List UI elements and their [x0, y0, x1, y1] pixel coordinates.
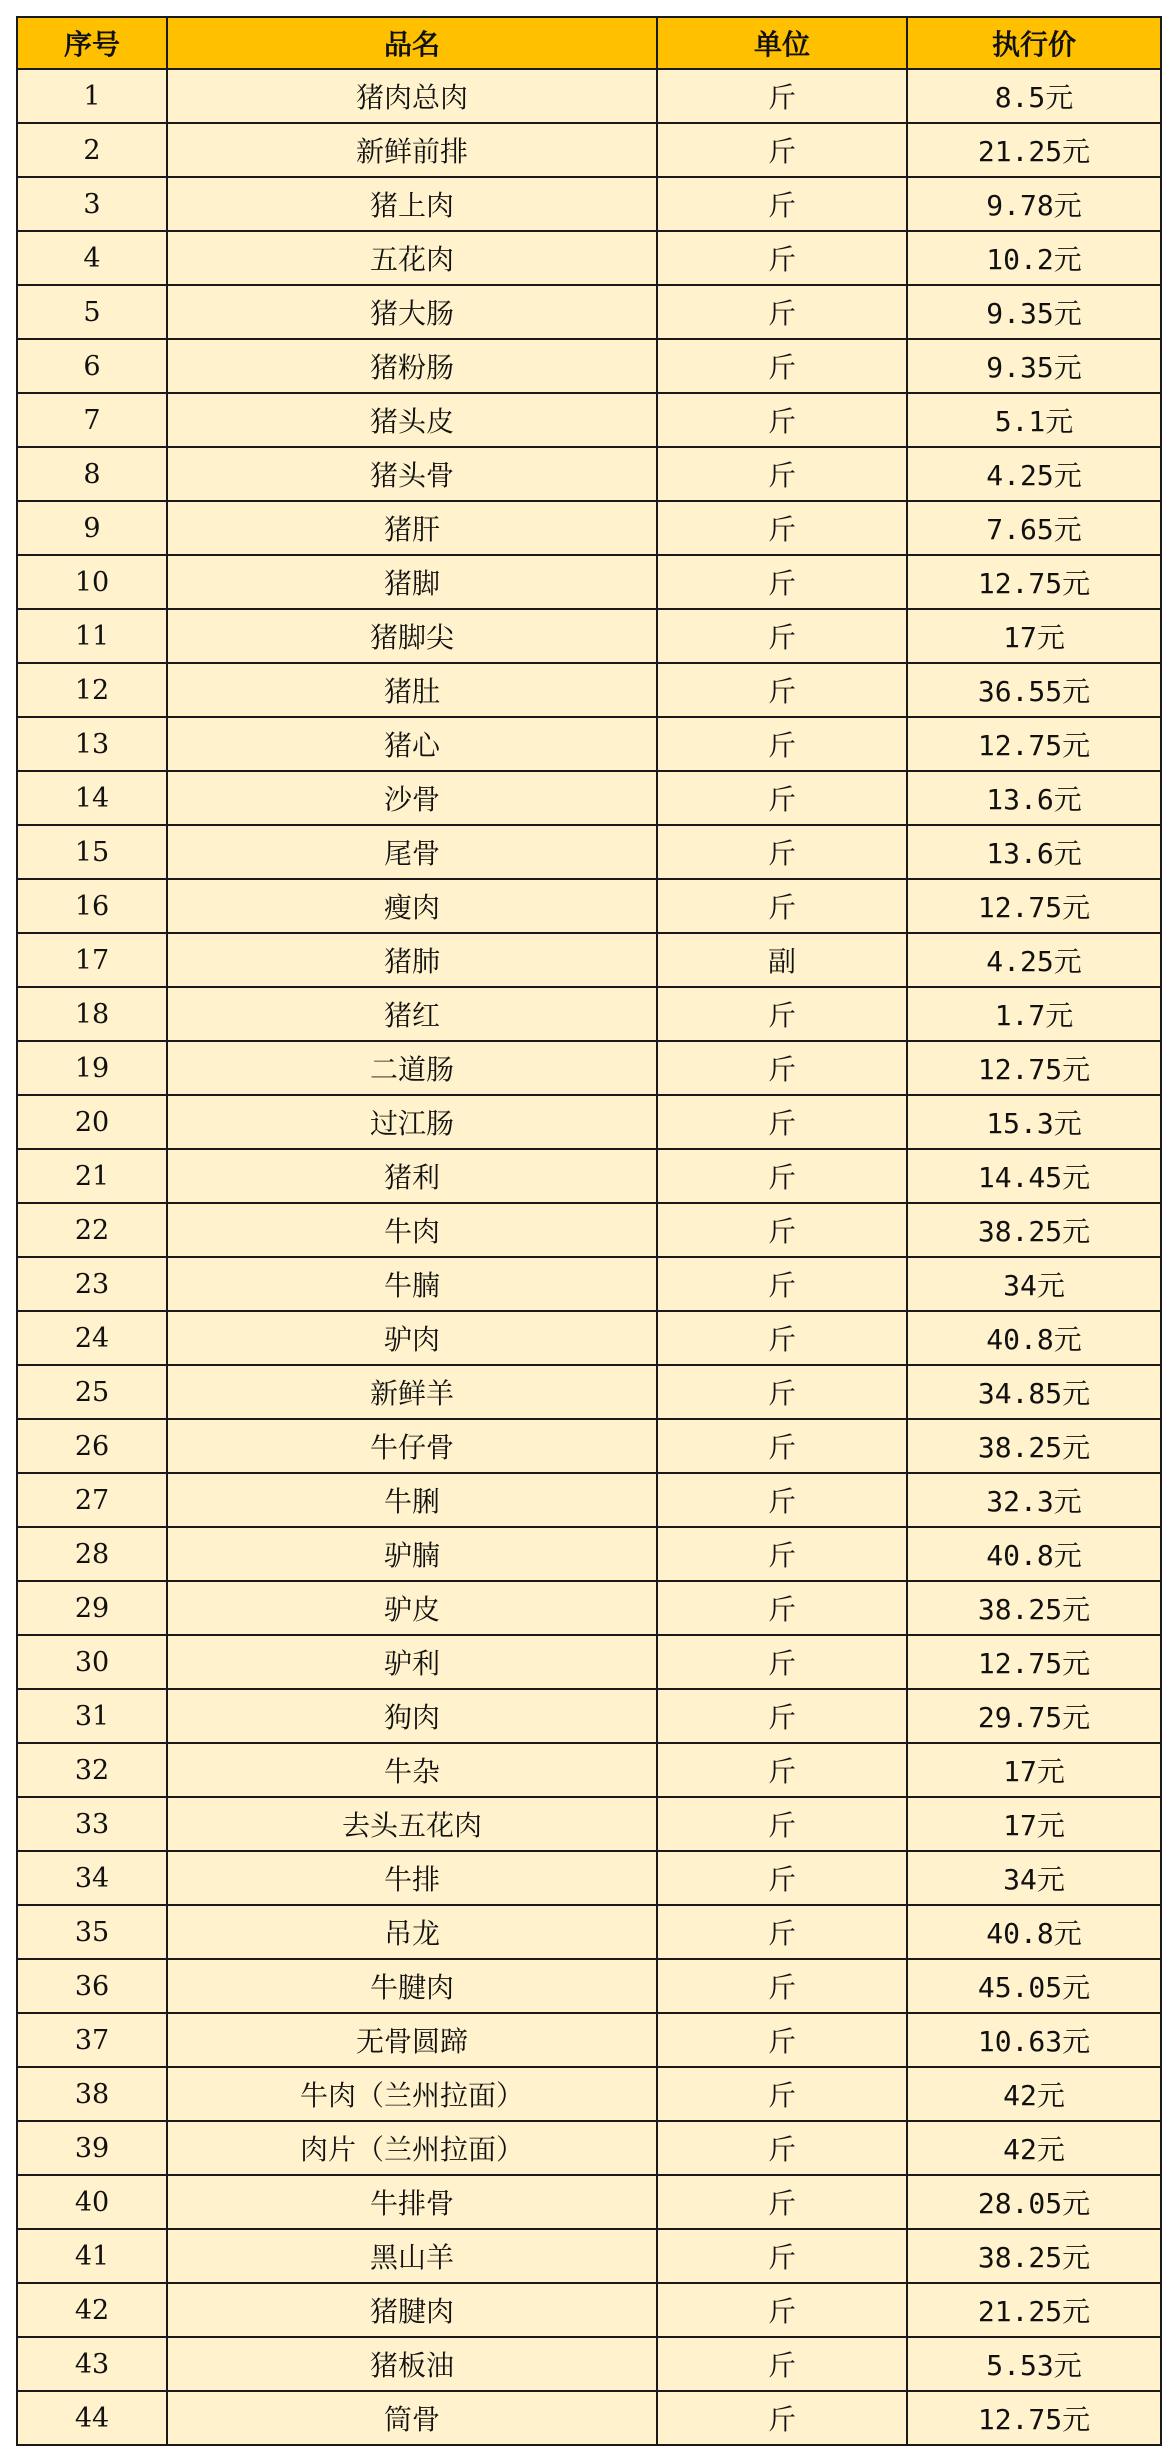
row-index: 10 [17, 555, 167, 609]
row-index: 25 [17, 1365, 167, 1419]
row-item-name: 二道肠 [167, 1041, 657, 1095]
row-item-name: 驴利 [167, 1635, 657, 1689]
row-index: 15 [17, 825, 167, 879]
table-row [17, 1743, 1161, 1797]
row-index: 39 [17, 2121, 167, 2175]
row-price: 9.35元 [907, 285, 1161, 339]
row-index: 2 [17, 123, 167, 177]
row-price: 34元 [907, 1851, 1161, 1905]
row-item-name: 五花肉 [167, 231, 657, 285]
row-price: 45.05元 [907, 1959, 1161, 2013]
row-unit: 斤 [657, 1851, 907, 1905]
row-price: 7.65元 [907, 501, 1161, 555]
table-row [17, 177, 1161, 231]
price-table-container [16, 16, 1160, 2446]
row-unit: 斤 [657, 285, 907, 339]
row-index: 21 [17, 1149, 167, 1203]
row-index: 29 [17, 1581, 167, 1635]
row-item-name: 猪肉总肉 [167, 69, 657, 123]
row-index: 26 [17, 1419, 167, 1473]
row-item-name: 猪肝 [167, 501, 657, 555]
row-item-name: 猪大肠 [167, 285, 657, 339]
row-item-name: 牛肉（兰州拉面） [167, 2067, 657, 2121]
table-row [17, 2391, 1161, 2445]
row-item-name: 牛肉 [167, 1203, 657, 1257]
row-item-name: 猪脚尖 [167, 609, 657, 663]
row-price: 21.25元 [907, 123, 1161, 177]
table-row [17, 2175, 1161, 2229]
row-index: 12 [17, 663, 167, 717]
row-item-name: 瘦肉 [167, 879, 657, 933]
row-item-name: 猪头皮 [167, 393, 657, 447]
row-price: 5.1元 [907, 393, 1161, 447]
row-index: 24 [17, 1311, 167, 1365]
table-row [17, 1311, 1161, 1365]
table-row [17, 2337, 1161, 2391]
row-price: 5.53元 [907, 2337, 1161, 2391]
row-unit: 斤 [657, 123, 907, 177]
row-price: 29.75元 [907, 1689, 1161, 1743]
row-unit: 斤 [657, 717, 907, 771]
header-index: 序号 [17, 17, 167, 69]
table-row [17, 933, 1161, 987]
table-row [17, 825, 1161, 879]
row-price: 12.75元 [907, 717, 1161, 771]
table-row [17, 2229, 1161, 2283]
row-unit: 斤 [657, 393, 907, 447]
row-price: 38.25元 [907, 1581, 1161, 1635]
row-price: 34元 [907, 1257, 1161, 1311]
table-row [17, 285, 1161, 339]
table-row [17, 717, 1161, 771]
row-price: 10.2元 [907, 231, 1161, 285]
row-unit: 斤 [657, 2013, 907, 2067]
row-price: 4.25元 [907, 933, 1161, 987]
row-index: 8 [17, 447, 167, 501]
row-price: 13.6元 [907, 771, 1161, 825]
table-row [17, 2013, 1161, 2067]
row-item-name: 新鲜羊 [167, 1365, 657, 1419]
table-header-row [17, 17, 1161, 69]
row-unit: 副 [657, 933, 907, 987]
row-unit: 斤 [657, 771, 907, 825]
table-row [17, 123, 1161, 177]
row-item-name: 牛排骨 [167, 2175, 657, 2229]
row-price: 14.45元 [907, 1149, 1161, 1203]
row-item-name: 牛仔骨 [167, 1419, 657, 1473]
row-item-name: 沙骨 [167, 771, 657, 825]
row-price: 36.55元 [907, 663, 1161, 717]
table-row [17, 1365, 1161, 1419]
row-item-name: 猪红 [167, 987, 657, 1041]
row-item-name: 筒骨 [167, 2391, 657, 2445]
row-unit: 斤 [657, 1419, 907, 1473]
row-price: 42元 [907, 2121, 1161, 2175]
row-unit: 斤 [657, 1635, 907, 1689]
row-item-name: 猪肚 [167, 663, 657, 717]
row-index: 20 [17, 1095, 167, 1149]
table-row [17, 1473, 1161, 1527]
row-index: 37 [17, 2013, 167, 2067]
row-price: 4.25元 [907, 447, 1161, 501]
row-unit: 斤 [657, 69, 907, 123]
row-index: 17 [17, 933, 167, 987]
table-row [17, 771, 1161, 825]
row-price: 40.8元 [907, 1905, 1161, 1959]
row-index: 32 [17, 1743, 167, 1797]
row-index: 3 [17, 177, 167, 231]
row-price: 9.78元 [907, 177, 1161, 231]
table-row [17, 1797, 1161, 1851]
row-index: 34 [17, 1851, 167, 1905]
table-row [17, 879, 1161, 933]
row-index: 28 [17, 1527, 167, 1581]
row-price: 40.8元 [907, 1527, 1161, 1581]
row-unit: 斤 [657, 1581, 907, 1635]
row-item-name: 驴皮 [167, 1581, 657, 1635]
row-item-name: 猪上肉 [167, 177, 657, 231]
row-price: 8.5元 [907, 69, 1161, 123]
table-row [17, 2067, 1161, 2121]
row-unit: 斤 [657, 447, 907, 501]
row-unit: 斤 [657, 2067, 907, 2121]
row-price: 1.7元 [907, 987, 1161, 1041]
row-unit: 斤 [657, 987, 907, 1041]
row-index: 22 [17, 1203, 167, 1257]
row-item-name: 吊龙 [167, 1905, 657, 1959]
row-index: 6 [17, 339, 167, 393]
row-price: 40.8元 [907, 1311, 1161, 1365]
table-row [17, 609, 1161, 663]
table-row [17, 339, 1161, 393]
row-unit: 斤 [657, 1959, 907, 2013]
row-unit: 斤 [657, 1095, 907, 1149]
row-unit: 斤 [657, 339, 907, 393]
row-item-name: 狗肉 [167, 1689, 657, 1743]
row-price: 21.25元 [907, 2283, 1161, 2337]
row-unit: 斤 [657, 1797, 907, 1851]
row-price: 13.6元 [907, 825, 1161, 879]
row-unit: 斤 [657, 2121, 907, 2175]
row-price: 17元 [907, 1743, 1161, 1797]
row-unit: 斤 [657, 1041, 907, 1095]
row-index: 19 [17, 1041, 167, 1095]
table-row [17, 393, 1161, 447]
row-index: 43 [17, 2337, 167, 2391]
row-index: 40 [17, 2175, 167, 2229]
row-price: 10.63元 [907, 2013, 1161, 2067]
row-unit: 斤 [657, 1905, 907, 1959]
row-index: 11 [17, 609, 167, 663]
row-unit: 斤 [657, 2391, 907, 2445]
row-price: 34.85元 [907, 1365, 1161, 1419]
row-unit: 斤 [657, 501, 907, 555]
table-row [17, 663, 1161, 717]
row-index: 44 [17, 2391, 167, 2445]
row-unit: 斤 [657, 825, 907, 879]
row-item-name: 过江肠 [167, 1095, 657, 1149]
row-unit: 斤 [657, 1365, 907, 1419]
row-unit: 斤 [657, 1743, 907, 1797]
table-row [17, 1041, 1161, 1095]
table-row [17, 987, 1161, 1041]
row-price: 12.75元 [907, 1041, 1161, 1095]
row-item-name: 牛排 [167, 1851, 657, 1905]
table-row [17, 555, 1161, 609]
row-item-name: 猪利 [167, 1149, 657, 1203]
table-body [17, 69, 1161, 2445]
row-index: 9 [17, 501, 167, 555]
row-index: 1 [17, 69, 167, 123]
row-unit: 斤 [657, 2283, 907, 2337]
row-index: 36 [17, 1959, 167, 2013]
row-unit: 斤 [657, 879, 907, 933]
row-unit: 斤 [657, 663, 907, 717]
row-unit: 斤 [657, 555, 907, 609]
table-row [17, 447, 1161, 501]
row-index: 4 [17, 231, 167, 285]
row-index: 13 [17, 717, 167, 771]
row-item-name: 猪腱肉 [167, 2283, 657, 2337]
row-item-name: 牛腩 [167, 1257, 657, 1311]
row-price: 17元 [907, 1797, 1161, 1851]
row-index: 14 [17, 771, 167, 825]
table-row [17, 2121, 1161, 2175]
table-row [17, 1095, 1161, 1149]
row-price: 12.75元 [907, 1635, 1161, 1689]
row-index: 7 [17, 393, 167, 447]
row-item-name: 驴肉 [167, 1311, 657, 1365]
row-item-name: 牛腱肉 [167, 1959, 657, 2013]
row-unit: 斤 [657, 1203, 907, 1257]
table-row [17, 1635, 1161, 1689]
table-row [17, 1257, 1161, 1311]
table-row [17, 1581, 1161, 1635]
row-item-name: 牛杂 [167, 1743, 657, 1797]
row-price: 12.75元 [907, 879, 1161, 933]
row-index: 27 [17, 1473, 167, 1527]
row-index: 31 [17, 1689, 167, 1743]
row-index: 42 [17, 2283, 167, 2337]
row-price: 38.25元 [907, 2229, 1161, 2283]
row-price: 17元 [907, 609, 1161, 663]
row-index: 16 [17, 879, 167, 933]
row-unit: 斤 [657, 231, 907, 285]
row-unit: 斤 [657, 2229, 907, 2283]
row-index: 35 [17, 1905, 167, 1959]
row-price: 12.75元 [907, 2391, 1161, 2445]
row-unit: 斤 [657, 1257, 907, 1311]
row-index: 38 [17, 2067, 167, 2121]
row-unit: 斤 [657, 2337, 907, 2391]
table-row [17, 1905, 1161, 1959]
row-price: 9.35元 [907, 339, 1161, 393]
row-index: 41 [17, 2229, 167, 2283]
row-unit: 斤 [657, 1311, 907, 1365]
header-price: 执行价 [907, 17, 1161, 69]
table-row [17, 2283, 1161, 2337]
row-index: 33 [17, 1797, 167, 1851]
row-unit: 斤 [657, 1473, 907, 1527]
row-index: 5 [17, 285, 167, 339]
row-price: 15.3元 [907, 1095, 1161, 1149]
table-row [17, 1149, 1161, 1203]
row-price: 38.25元 [907, 1419, 1161, 1473]
row-index: 18 [17, 987, 167, 1041]
table-row [17, 1689, 1161, 1743]
row-unit: 斤 [657, 2175, 907, 2229]
row-item-name: 猪肺 [167, 933, 657, 987]
row-unit: 斤 [657, 609, 907, 663]
row-item-name: 驴腩 [167, 1527, 657, 1581]
row-index: 30 [17, 1635, 167, 1689]
row-item-name: 新鲜前排 [167, 123, 657, 177]
row-item-name: 猪粉肠 [167, 339, 657, 393]
table-row [17, 1959, 1161, 2013]
row-item-name: 去头五花肉 [167, 1797, 657, 1851]
price-table [16, 16, 1162, 2446]
header-item-name: 品名 [167, 17, 657, 69]
row-price: 38.25元 [907, 1203, 1161, 1257]
row-price: 42元 [907, 2067, 1161, 2121]
row-item-name: 尾骨 [167, 825, 657, 879]
row-index: 23 [17, 1257, 167, 1311]
table-row [17, 231, 1161, 285]
row-unit: 斤 [657, 1149, 907, 1203]
row-item-name: 牛脷 [167, 1473, 657, 1527]
row-item-name: 猪板油 [167, 2337, 657, 2391]
row-item-name: 猪脚 [167, 555, 657, 609]
row-item-name: 猪头骨 [167, 447, 657, 501]
row-unit: 斤 [657, 1527, 907, 1581]
row-item-name: 肉片（兰州拉面） [167, 2121, 657, 2175]
row-price: 32.3元 [907, 1473, 1161, 1527]
row-unit: 斤 [657, 1689, 907, 1743]
row-price: 12.75元 [907, 555, 1161, 609]
row-item-name: 无骨圆蹄 [167, 2013, 657, 2067]
table-row [17, 501, 1161, 555]
header-unit: 单位 [657, 17, 907, 69]
row-price: 28.05元 [907, 2175, 1161, 2229]
row-unit: 斤 [657, 177, 907, 231]
table-row [17, 1851, 1161, 1905]
table-row [17, 1419, 1161, 1473]
table-row [17, 69, 1161, 123]
table-row [17, 1527, 1161, 1581]
row-item-name: 黑山羊 [167, 2229, 657, 2283]
table-row [17, 1203, 1161, 1257]
row-item-name: 猪心 [167, 717, 657, 771]
